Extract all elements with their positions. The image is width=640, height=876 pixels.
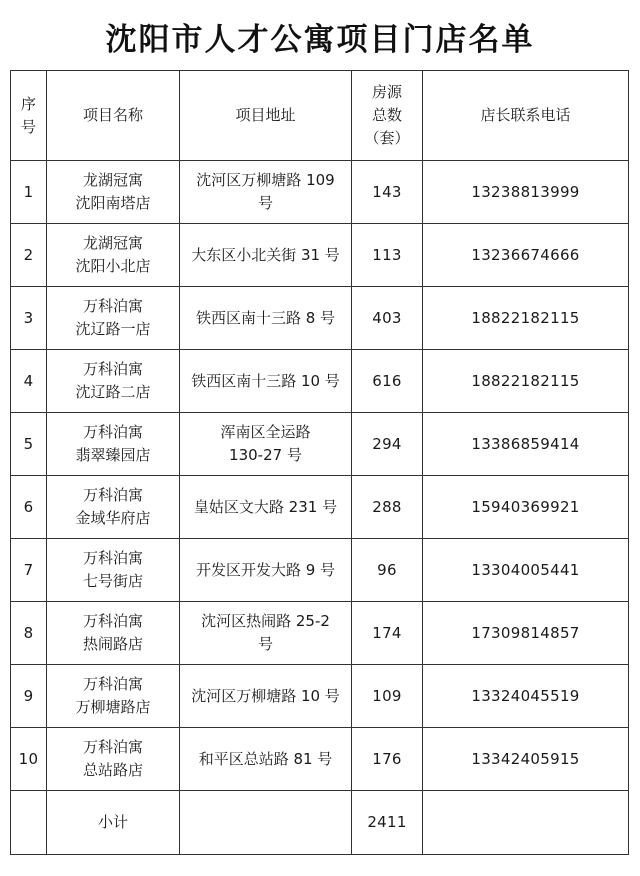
project-address-line: 沈河区万柳塘路 10 号 — [191, 686, 340, 705]
header-seq-line: 号 — [20, 117, 36, 136]
row-seq: 6 — [11, 476, 47, 539]
header-project-address: 项目地址 — [180, 71, 352, 161]
row-unit-count: 96 — [352, 539, 423, 602]
row-manager-phone: 13386859414 — [423, 413, 629, 476]
header-unit-count — [352, 71, 423, 161]
row-seq: 3 — [11, 287, 47, 350]
subtotal-label: 小计 — [47, 791, 180, 855]
project-address-line: 铁西区南十三路 10 号 — [191, 371, 340, 390]
project-name-line: 七号街店 — [82, 572, 143, 590]
row-seq: 8 — [11, 602, 47, 665]
row-manager-phone: 13304005441 — [423, 539, 629, 602]
project-name-line: 万科泊寓 — [82, 549, 143, 567]
table-row — [11, 476, 629, 539]
table-row — [11, 350, 629, 413]
table-row — [11, 287, 629, 350]
header-seq — [11, 71, 47, 161]
row-seq: 10 — [11, 728, 47, 791]
subtotal-count: 2411 — [352, 791, 423, 855]
row-manager-phone: 13342405915 — [423, 728, 629, 791]
row-seq: 4 — [11, 350, 47, 413]
row-project-name — [47, 602, 180, 665]
project-address-line: 浑南区全运路 — [220, 423, 311, 441]
project-name-line: 万科泊寓 — [82, 360, 143, 378]
row-seq: 2 — [11, 224, 47, 287]
row-project-address — [180, 728, 352, 791]
row-unit-count: 176 — [352, 728, 423, 791]
row-unit-count: 174 — [352, 602, 423, 665]
project-address-line: 开发区开发大路 9 号 — [195, 560, 336, 579]
project-name-line: 翡翠臻园店 — [75, 446, 151, 464]
row-project-name — [47, 728, 180, 791]
row-project-name — [47, 224, 180, 287]
table-row — [11, 539, 629, 602]
project-address-line: 和平区总站路 81 号 — [198, 749, 333, 768]
row-project-address — [180, 161, 352, 224]
header-manager-phone: 店长联系电话 — [423, 71, 629, 161]
row-project-address — [180, 539, 352, 602]
table-row — [11, 728, 629, 791]
table-row — [11, 224, 629, 287]
row-unit-count: 403 — [352, 287, 423, 350]
row-manager-phone: 17309814857 — [423, 602, 629, 665]
row-project-address — [180, 224, 352, 287]
row-project-address — [180, 413, 352, 476]
page-title: 沈阳市人才公寓项目门店名单 — [105, 22, 535, 58]
table-row — [11, 161, 629, 224]
row-unit-count: 113 — [352, 224, 423, 287]
row-project-name — [47, 287, 180, 350]
project-name-line: 万柳塘路店 — [75, 698, 151, 716]
table-header-row — [11, 71, 629, 161]
project-address-line: 大东区小北关街 31 号 — [191, 245, 340, 264]
table-row — [11, 602, 629, 665]
table-row — [11, 665, 629, 728]
table-body — [11, 161, 629, 791]
project-name-line: 沈阳小北店 — [75, 257, 151, 275]
row-manager-phone: 18822182115 — [423, 287, 629, 350]
row-seq: 1 — [11, 161, 47, 224]
header-seq-line: 序 — [20, 94, 36, 113]
subtotal-empty-cell — [11, 791, 47, 855]
row-project-name — [47, 413, 180, 476]
row-seq: 5 — [11, 413, 47, 476]
row-project-address — [180, 350, 352, 413]
row-project-name — [47, 539, 180, 602]
project-address-line: 号 — [257, 194, 273, 212]
project-name-line: 万科泊寓 — [82, 486, 143, 504]
row-manager-phone: 15940369921 — [423, 476, 629, 539]
project-name-line: 总站路店 — [82, 761, 143, 779]
row-unit-count: 294 — [352, 413, 423, 476]
row-unit-count: 109 — [352, 665, 423, 728]
row-manager-phone: 13236674666 — [423, 224, 629, 287]
row-seq: 9 — [11, 665, 47, 728]
row-project-address — [180, 665, 352, 728]
project-name-line: 龙湖冠寓 — [82, 234, 143, 252]
project-name-line: 万科泊寓 — [82, 423, 143, 441]
subtotal-row — [11, 791, 629, 855]
row-project-name — [47, 476, 180, 539]
project-name-line: 万科泊寓 — [82, 675, 143, 693]
row-project-name — [47, 350, 180, 413]
project-name-line: 沈辽路二店 — [75, 383, 151, 401]
project-name-line: 沈阳南塔店 — [75, 194, 151, 212]
subtotal-empty-cell — [423, 791, 629, 855]
project-address-line: 号 — [257, 635, 273, 653]
row-project-name — [47, 665, 180, 728]
row-unit-count: 616 — [352, 350, 423, 413]
store-list-table — [10, 70, 629, 855]
row-manager-phone: 13238813999 — [423, 161, 629, 224]
project-name-line: 万科泊寓 — [82, 612, 143, 630]
table-row — [11, 413, 629, 476]
row-manager-phone: 18822182115 — [423, 350, 629, 413]
row-unit-count: 143 — [352, 161, 423, 224]
project-address-line: 皇姑区文大路 231 号 — [193, 497, 338, 516]
row-project-address — [180, 476, 352, 539]
row-manager-phone: 13324045519 — [423, 665, 629, 728]
subtotal-empty-cell — [180, 791, 352, 855]
row-project-address — [180, 287, 352, 350]
row-project-name — [47, 161, 180, 224]
header-project-name: 项目名称 — [47, 71, 180, 161]
project-address-line: 沈河区万柳塘路 109 — [196, 171, 335, 189]
header-count-line: 总数 — [371, 106, 402, 124]
project-name-line: 金域华府店 — [75, 509, 151, 527]
row-unit-count: 288 — [352, 476, 423, 539]
header-count-line: （套） — [364, 129, 410, 147]
project-name-line: 热闹路店 — [82, 635, 143, 653]
project-name-line: 万科泊寓 — [82, 738, 143, 756]
project-address-line: 130-27 号 — [229, 446, 302, 464]
project-name-line: 龙湖冠寓 — [82, 171, 143, 189]
project-name-line: 沈辽路一店 — [75, 320, 151, 338]
project-address-line: 铁西区南十三路 8 号 — [195, 308, 336, 327]
project-address-line: 沈河区热闹路 25-2 — [201, 612, 330, 630]
row-seq: 7 — [11, 539, 47, 602]
project-name-line: 万科泊寓 — [82, 297, 143, 315]
header-count-line: 房源 — [371, 83, 402, 101]
row-project-address — [180, 602, 352, 665]
